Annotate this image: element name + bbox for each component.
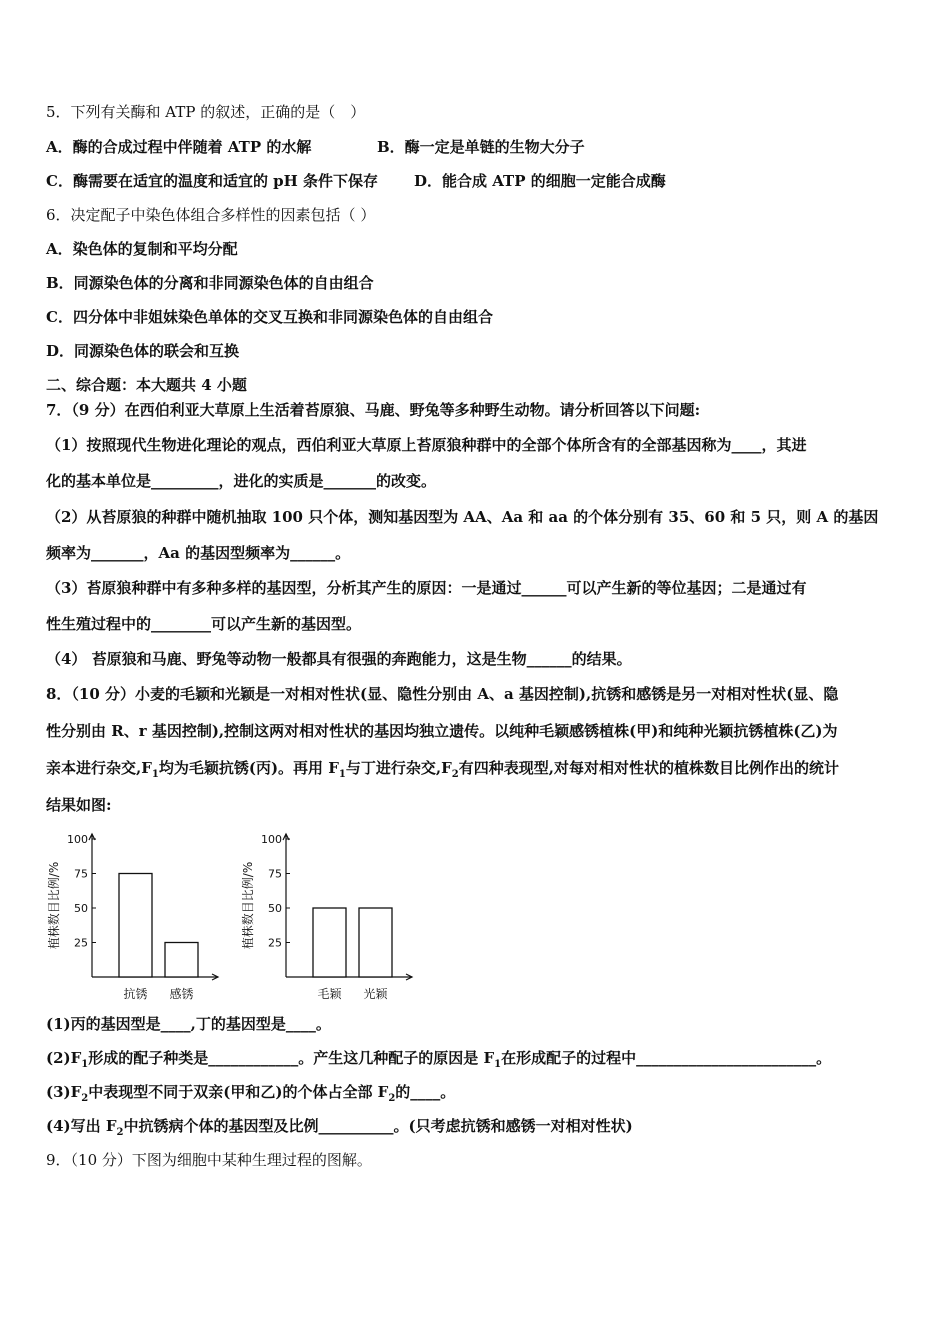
q8-sub1: (1)丙的基因型是____,丁的基因型是____。 [46,1015,331,1033]
q7-part4: （4） 苔原狼和马鹿、野兔等动物一般都具有很强的奔跑能力，这是生物______的结果。 [46,650,632,668]
q5-option-d: D．能合成 ATP 的细胞一定能合成酶 [414,172,666,190]
chart-resistance-svg [46,826,236,1004]
q6-option-c: C．四分体中非姐妹染色单体的交叉互换和非同源染色体的自由组合 [46,308,493,326]
chart-1-ytick-label-0: 25 [268,936,282,950]
chart-1-ylabel: 植株数目比例/% [241,861,255,950]
q5-option-a: A．酶的合成过程中伴随着 ATP 的水解 [46,138,312,156]
q7-part3-line1: （3）苔原狼种群中有多种多样的基因型，分析其产生的原因：一是通过______可以产生新的等位基因；二是通过有 [46,579,807,597]
chart-0-ytick-label-0: 25 [74,936,88,950]
q7-part1-line1: （1）按照现代生物进化理论的观点，西伯利亚大草原上苔原狼种群中的全部个体所含有的全部基因称为____，其进 [46,436,807,454]
chart-1-bar-1 [359,908,392,977]
q8-stem-line3: 亲本进行杂交$,F_1$均为毛颖抗锈(丙)。再用 $F_1$与丁进行杂交$,F_2$有四种表现型,对每对相对性状的植株数目比例作出的统计 [46,759,839,780]
q8-sub2: $(2)F_1$形成的配子种类是____________。产生这几种配子的原因是 $F_1$在形成配子的过程中________________________。 [46,1049,832,1070]
q7-part3-line2: 性生殖过程中的________可以产生新的基因型。 [46,615,362,633]
chart-0-bar-1 [165,943,198,978]
q6-option-b: B．同源染色体的分离和非同源染色体的自由组合 [46,274,374,292]
q7-part2-line1: （2）从苔原狼的种群中随机抽取 100 只个体，测知基因型为 AA、Aa 和 aa 的个体分别有 35、60 和 5 只，则 A 的基因 [46,508,879,526]
q6-stem: 6．决定配子中染色体组合多样性的因素包括（ ） [46,206,376,224]
q6-option-a: A．染色体的复制和平均分配 [46,240,238,258]
chart-0-category-label-1: 感锈 [169,987,194,1001]
q5-stem: 5．下列有关酶和 ATP 的叙述，正确的是（ ） [46,103,366,121]
q8-stem-line2: 性分别由 R、r 基因控制),控制这两对相对性状的基因均独立遗传。以纯种毛颖感锈植株(甲)和纯种光颖抗锈植株(乙)为 [46,722,838,740]
q5-options-row-2 [46,171,910,191]
chart-1-category-label-0: 毛颖 [317,987,342,1001]
q9-stem: 9．（10 分）下图为细胞中某种生理过程的图解。 [46,1151,372,1169]
chart-0-category-label-0: 抗锈 [123,987,148,1001]
chart-1-bar-0 [313,908,346,977]
chart-1-ytick-label-2: 75 [268,867,282,881]
chart-1-ytick-label-3: 100 [261,833,282,846]
q8-stem-line4: 结果如图: [46,796,112,814]
q8-stem-line1: 8．（10 分）小麦的毛颖和光颖是一对相对性状(显、隐性分别由 A、a 基因控制),抗锈和感锈是另一对相对性状(显、隐 [46,685,839,703]
chart-1-ytick-label-1: 50 [268,902,282,915]
chart-resistance [46,826,236,1004]
chart-0-ytick-label-2: 75 [74,867,88,881]
chart-0-ytick-label-1: 50 [74,902,88,915]
q5-options-row-1 [46,137,910,157]
q7-part1-line2: 化的基本单位是_________，进化的实质是_______的改变。 [46,472,437,490]
q5-option-b: B．酶一定是单链的生物大分子 [377,138,585,156]
q7-stem: 7．（9 分）在西伯利亚大草原上生活着苔原狼、马鹿、野兔等多种野生动物。请分析回答以下问题: [46,401,701,419]
chart-1-category-label-1: 光颖 [363,987,388,1001]
chart-0-ytick-label-3: 100 [67,833,88,846]
chart-glume [240,826,430,1004]
q7-part2-line2: 频率为_______，Aa 的基因型频率为______。 [46,544,351,562]
chart-0-ylabel: 植株数目比例/% [47,861,61,950]
chart-0-bar-0 [119,874,152,978]
q8-sub4: (4)写出 $F_2$中抗锈病个体的基因型及比例__________。(只考虑抗锈和感锈一对相对性状) [46,1117,633,1138]
chart-glume-svg [240,826,430,1004]
q5-option-c: C．酶需要在适宜的温度和适宜的 pH 条件下保存 [46,172,379,190]
section-heading: 二、综合题：本大题共 4 小题 [46,376,247,394]
q6-option-d: D．同源染色体的联会和互换 [46,342,240,360]
q8-sub3: $(3)F_2$中表现型不同于双亲(甲和乙)的个体占全部 $F_2$的____。 [46,1083,456,1104]
